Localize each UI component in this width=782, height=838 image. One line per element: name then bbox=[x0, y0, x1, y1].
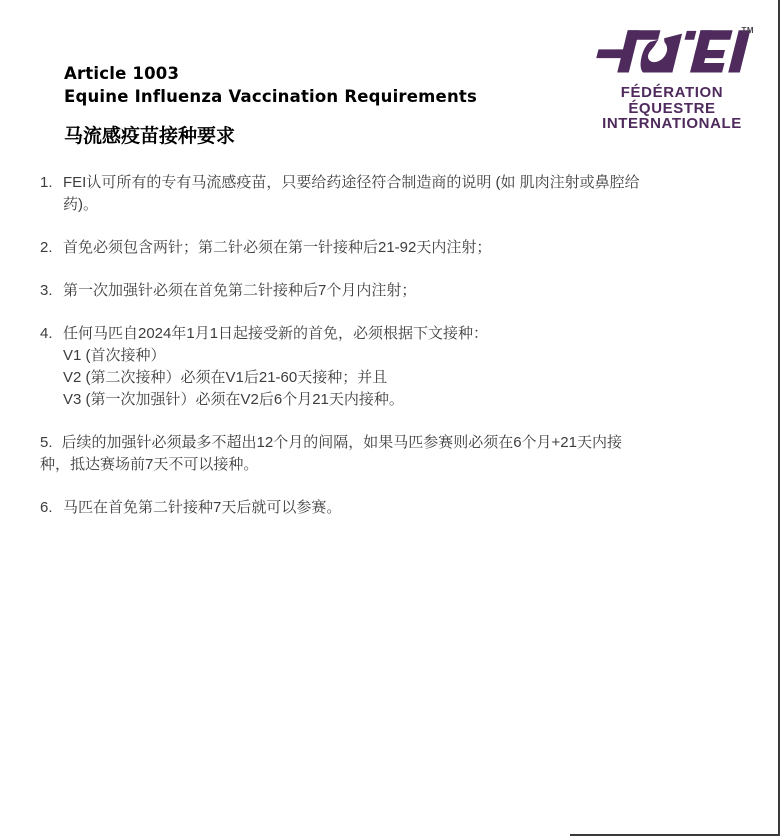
text-line: V1 (首次接种） bbox=[63, 347, 166, 364]
page-edge-bottom bbox=[570, 834, 780, 836]
list-item bbox=[40, 497, 750, 519]
list-item-text bbox=[63, 237, 750, 259]
text-line: 马匹在首免第二针接种7天后就可以参赛。 bbox=[63, 499, 342, 516]
page-title-chinese: 马流感疫苗接种要求 bbox=[64, 126, 236, 147]
text-line: 种，抵达赛场前7天不可以接种。 bbox=[40, 456, 259, 473]
document-header bbox=[64, 62, 477, 148]
list-item-number: 3. bbox=[40, 282, 53, 299]
list-item-text bbox=[63, 172, 750, 216]
page-edge-right bbox=[778, 0, 780, 835]
wordmark-line: INTERNATIONALE bbox=[602, 115, 742, 132]
list-item bbox=[40, 237, 750, 259]
trademark-label: TM bbox=[741, 26, 754, 35]
wordmark-line: FÉDÉRATION bbox=[620, 84, 724, 101]
text-line: 第一次加强针必须在首免第二针接种后7个月内注射； bbox=[63, 282, 417, 299]
list-item-text bbox=[63, 323, 750, 411]
fei-logo bbox=[592, 24, 752, 132]
text-line: V2 (第二次接种）必须在V1后21-60天接种；并且 bbox=[63, 369, 388, 386]
list-item-text: 后续的加强针必须最多不超出12个月的间隔，如果马匹参赛则必须在6个月+21天内接 bbox=[61, 434, 622, 451]
text-line: FEI认可所有的专有马流感疫苗，只要给药途径符合制造商的说明 (如 肌肉注射或鼻腔给 bbox=[63, 174, 640, 191]
page-title: Equine Influenza Vaccination Requirements bbox=[64, 87, 477, 106]
text-line: 首免必须包含两针；第二针必须在第一针接种后21-92天内注射； bbox=[63, 239, 492, 256]
article-number: Article 1003 bbox=[64, 64, 180, 83]
list-item-number: 1. bbox=[40, 174, 53, 191]
wordmark-line: ÉQUESTRE bbox=[628, 99, 716, 117]
list-item-number: 4. bbox=[40, 325, 53, 342]
text-line: V3 (第一次加强针）必须在V2后6个月21天内接种。 bbox=[63, 391, 404, 408]
list-item bbox=[40, 323, 750, 411]
fei-logo-icon bbox=[593, 24, 751, 76]
list-item-text bbox=[63, 280, 750, 302]
list-item bbox=[40, 432, 750, 476]
list-item-text bbox=[63, 497, 750, 519]
list-item-number: 5. bbox=[40, 434, 53, 451]
list-item-number: 2. bbox=[40, 239, 53, 256]
list-item-number: 6. bbox=[40, 499, 53, 516]
text-line: 药)。 bbox=[63, 196, 98, 213]
list-item bbox=[40, 280, 750, 302]
fei-wordmark bbox=[592, 85, 752, 132]
document-body bbox=[40, 172, 750, 540]
text-line bbox=[40, 432, 750, 454]
text-line: 任何马匹自2024年1月1日起接受新的首免，必须根据下文接种： bbox=[63, 325, 489, 342]
list-item bbox=[40, 172, 750, 216]
